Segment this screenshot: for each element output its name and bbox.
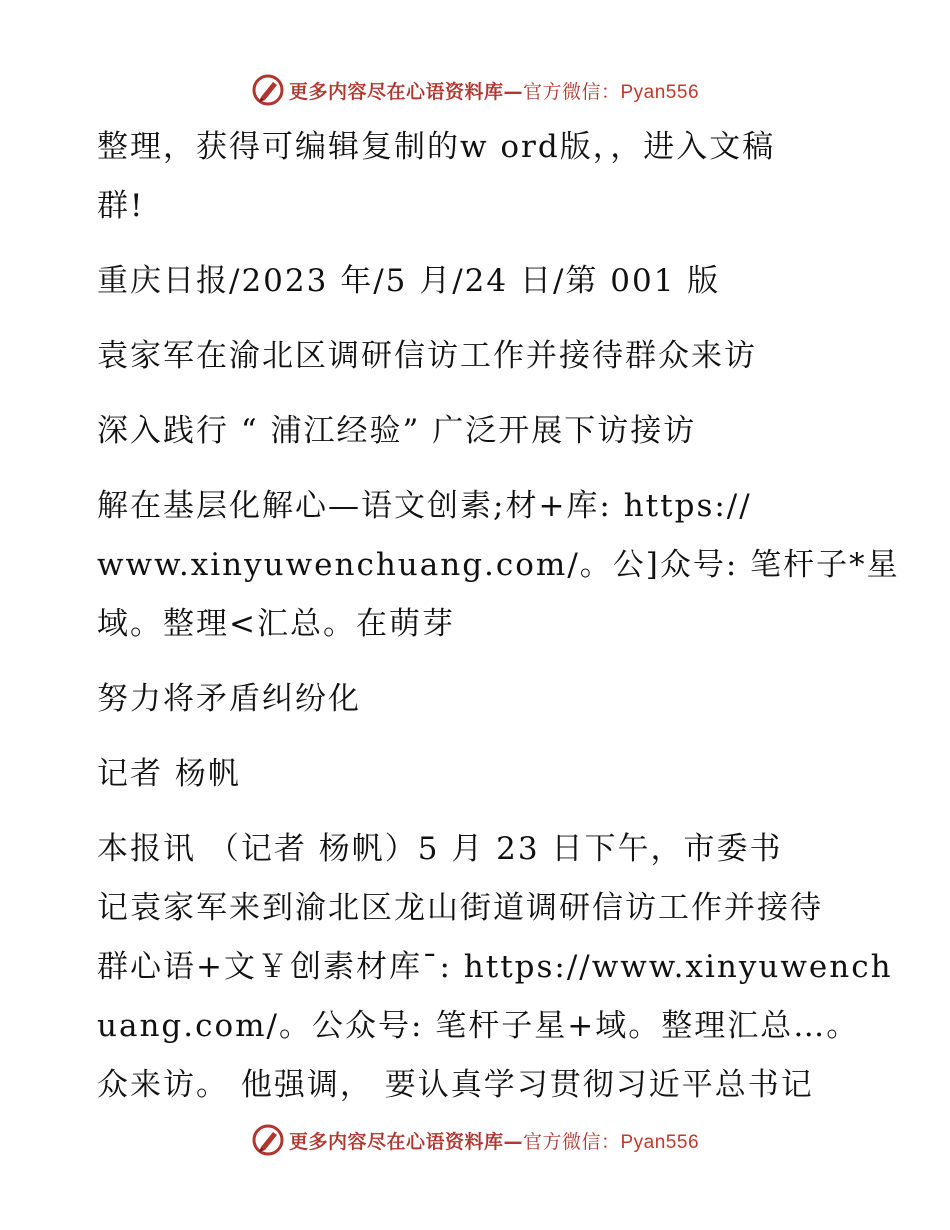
paragraph-headline xyxy=(97,327,857,386)
watermark-main: 更多内容尽在心语资料库 xyxy=(288,1130,504,1153)
text-line: 众来访。 他强调， 要认真学习贯彻习近平总书记 xyxy=(97,1067,814,1103)
paragraph-byline xyxy=(97,745,857,804)
text-line: 解在基层化解心—语文创素;材+库: https:// xyxy=(97,488,752,524)
text-line: 群心语+文￥创素材库¯: https://www.xinyuwench xyxy=(97,949,893,985)
header-watermark xyxy=(0,70,950,110)
text-line: 域。整理<汇总。在萌芽 xyxy=(97,606,455,642)
watermark-main: 更多内容尽在心语资料库 xyxy=(288,80,504,103)
text-line: uang.com/。公众号: 笔杆子星+域。整理汇总…。 xyxy=(97,1008,860,1044)
watermark-wechat-id: Pyan556 xyxy=(620,1131,700,1153)
watermark-dash: — xyxy=(503,1130,523,1153)
text-line: www.xinyuwenchuang.com/。公]众号: 笔杆子*星 xyxy=(97,547,900,583)
text-line: 群! xyxy=(97,188,145,224)
paragraph-promo xyxy=(97,477,900,654)
text-line: 努力将矛盾纠纷化 xyxy=(97,681,361,717)
watermark-wechat-label: 官方微信： xyxy=(522,1130,621,1153)
paragraph-source xyxy=(97,252,857,311)
document-body xyxy=(97,118,900,1115)
watermark-text xyxy=(289,1127,699,1154)
watermark-dash: — xyxy=(503,80,523,103)
paragraph-subheadline xyxy=(97,402,857,461)
text-line: 重庆日报/2023 年/5 月/24 日/第 001 版 xyxy=(97,263,721,299)
text-line: 整理，获得可编辑复制的w ord版，，进入文稿 xyxy=(97,129,776,165)
footer-watermark xyxy=(0,1120,950,1160)
paragraph-effort xyxy=(97,670,857,729)
pen-logo-icon xyxy=(251,1123,285,1157)
paragraph-body xyxy=(97,820,893,1115)
watermark-text xyxy=(289,77,699,104)
text-line: 深入践行 “ 浦江经验” 广泛开展下访接访 xyxy=(97,413,697,449)
watermark-wechat-id: Pyan556 xyxy=(620,81,700,103)
pen-logo-icon xyxy=(251,73,285,107)
text-line: 袁家军在渝北区调研信访工作并接待群众来访 xyxy=(97,338,757,374)
paragraph-intro xyxy=(97,118,857,236)
text-line: 记袁家军来到渝北区龙山街道调研信访工作并接待 xyxy=(97,890,823,926)
text-line: 本报讯 （记者 杨帆）5 月 23 日下午，市委书 xyxy=(97,831,783,867)
text-line: 记者 杨帆 xyxy=(97,756,241,792)
watermark-wechat-label: 官方微信： xyxy=(522,80,621,103)
